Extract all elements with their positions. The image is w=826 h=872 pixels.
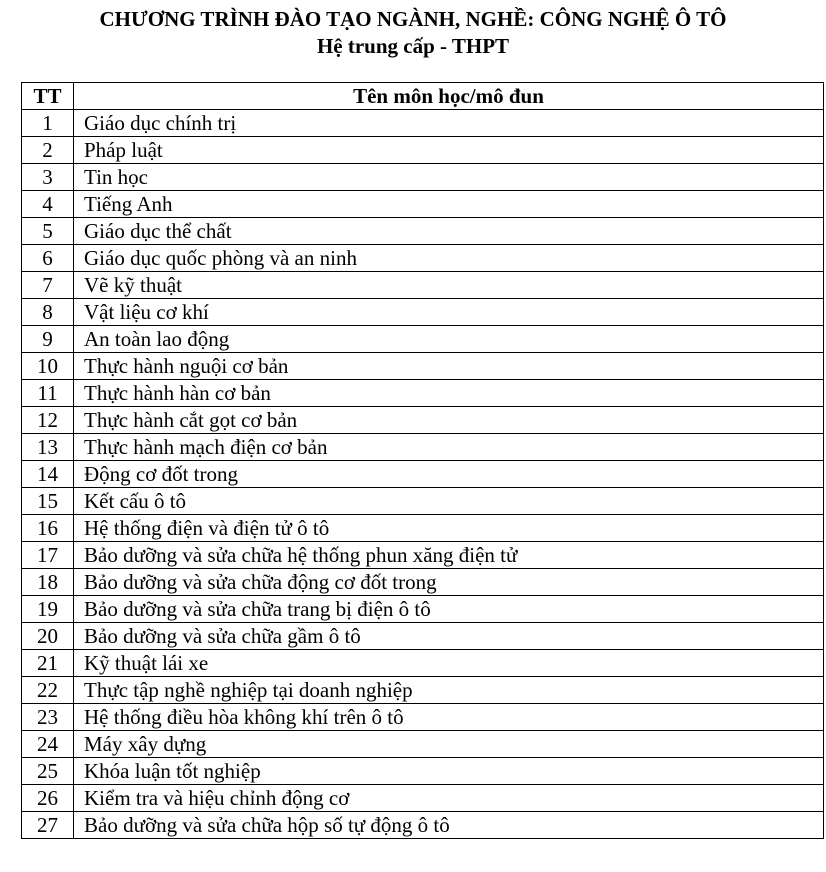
row-number: 16 [22, 515, 74, 542]
table-row [22, 758, 824, 785]
course-name: Thực hành mạch điện cơ bản [74, 434, 824, 461]
table-row [22, 785, 824, 812]
table-row [22, 569, 824, 596]
table-header-row [22, 83, 824, 110]
row-number: 20 [22, 623, 74, 650]
table-body [22, 110, 824, 839]
row-number: 25 [22, 758, 74, 785]
course-name: Thực tập nghề nghiệp tại doanh nghiệp [74, 677, 824, 704]
row-number: 7 [22, 272, 74, 299]
course-name: Vẽ kỹ thuật [74, 272, 824, 299]
course-name: Tin học [74, 164, 824, 191]
row-number: 17 [22, 542, 74, 569]
table-row [22, 380, 824, 407]
table-row [22, 596, 824, 623]
table-row [22, 137, 824, 164]
table-row [22, 812, 824, 839]
table-row [22, 407, 824, 434]
table-row [22, 731, 824, 758]
table-row [22, 191, 824, 218]
document-subtitle: Hệ trung cấp - THPT [316, 34, 510, 58]
table-row [22, 515, 824, 542]
course-name: Hệ thống điện và điện tử ô tô [74, 515, 824, 542]
table-row [22, 110, 824, 137]
row-number: 3 [22, 164, 74, 191]
row-number: 14 [22, 461, 74, 488]
row-number: 1 [22, 110, 74, 137]
table-row [22, 434, 824, 461]
course-name: Khóa luận tốt nghiệp [74, 758, 824, 785]
table-row [22, 326, 824, 353]
row-number: 12 [22, 407, 74, 434]
row-number: 26 [22, 785, 74, 812]
row-number: 15 [22, 488, 74, 515]
course-name: Pháp luật [74, 137, 824, 164]
table-row [22, 353, 824, 380]
table-row [22, 245, 824, 272]
course-name: Bảo dưỡng và sửa chữa động cơ đốt trong [74, 569, 824, 596]
course-name: Bảo dưỡng và sửa chữa gầm ô tô [74, 623, 824, 650]
row-number: 5 [22, 218, 74, 245]
course-name: Thực hành cắt gọt cơ bản [74, 407, 824, 434]
document-title: CHƯƠNG TRÌNH ĐÀO TẠO NGÀNH, NGHỀ: CÔNG NGHỆ Ô TÔ [99, 7, 727, 31]
course-name: Vật liệu cơ khí [74, 299, 824, 326]
table-row [22, 218, 824, 245]
row-number: 2 [22, 137, 74, 164]
course-name: Giáo dục chính trị [74, 110, 824, 137]
table-row [22, 650, 824, 677]
table-row [22, 461, 824, 488]
row-number: 11 [22, 380, 74, 407]
course-name: Giáo dục quốc phòng và an ninh [74, 245, 824, 272]
row-number: 27 [22, 812, 74, 839]
course-name: Hệ thống điều hòa không khí trên ô tô [74, 704, 824, 731]
table-row [22, 164, 824, 191]
course-name: Kiểm tra và hiệu chỉnh động cơ [74, 785, 824, 812]
row-number: 8 [22, 299, 74, 326]
header-tt: TT [22, 83, 74, 110]
course-name: Bảo dưỡng và sửa chữa hộp số tự động ô tô [74, 812, 824, 839]
course-name: Kết cấu ô tô [74, 488, 824, 515]
course-name: Tiếng Anh [74, 191, 824, 218]
row-number: 10 [22, 353, 74, 380]
row-number: 22 [22, 677, 74, 704]
row-number: 24 [22, 731, 74, 758]
table-row [22, 623, 824, 650]
row-number: 18 [22, 569, 74, 596]
course-name: Giáo dục thể chất [74, 218, 824, 245]
course-name: Bảo dưỡng và sửa chữa trang bị điện ô tô [74, 596, 824, 623]
table-row [22, 704, 824, 731]
header-course-name: Tên môn học/mô đun [74, 83, 824, 110]
course-name: Động cơ đốt trong [74, 461, 824, 488]
course-table [21, 82, 824, 839]
course-name: An toàn lao động [74, 326, 824, 353]
table-row [22, 488, 824, 515]
row-number: 6 [22, 245, 74, 272]
course-name: Thực hành nguội cơ bản [74, 353, 824, 380]
row-number: 4 [22, 191, 74, 218]
table-row [22, 299, 824, 326]
row-number: 19 [22, 596, 74, 623]
row-number: 9 [22, 326, 74, 353]
table-row [22, 272, 824, 299]
course-name: Kỹ thuật lái xe [74, 650, 824, 677]
row-number: 23 [22, 704, 74, 731]
course-name: Thực hành hàn cơ bản [74, 380, 824, 407]
row-number: 21 [22, 650, 74, 677]
course-name: Máy xây dựng [74, 731, 824, 758]
row-number: 13 [22, 434, 74, 461]
course-name: Bảo dưỡng và sửa chữa hệ thống phun xăng điện tử [74, 542, 824, 569]
table-row [22, 677, 824, 704]
table-row [22, 542, 824, 569]
